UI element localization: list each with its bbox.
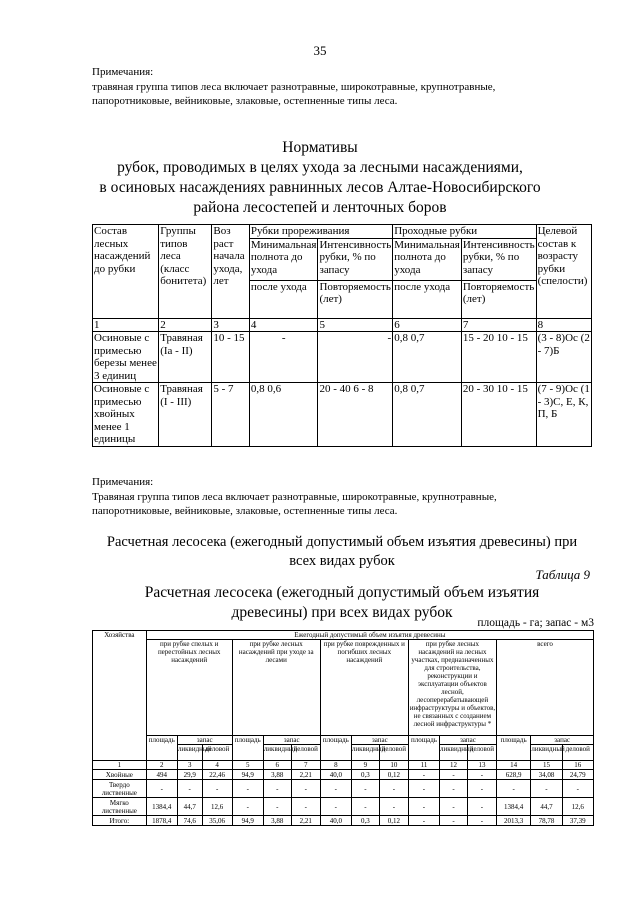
header-cell: площадь [496, 736, 530, 761]
table-cell: 24,79 [562, 770, 593, 780]
header-cell: площадь [146, 736, 177, 761]
table-row [93, 798, 594, 816]
table-cell: 94,9 [232, 770, 263, 780]
row-label: Хвойные [93, 770, 147, 780]
header-cell: запас [440, 736, 497, 745]
table-cell: 15 - 20 10 - 15 [461, 332, 536, 383]
header-cell: после ухода [249, 280, 318, 318]
notes-label: Примечания: [92, 476, 154, 488]
table-cell: 1878,4 [146, 816, 177, 826]
table-cell: 3,88 [263, 816, 291, 826]
column-number: 15 [531, 761, 562, 770]
table-cell: - [320, 798, 351, 816]
table-cell: 0,12 [379, 770, 408, 780]
table-cell: 44,7 [531, 798, 562, 816]
header-cell: деловой [291, 745, 320, 761]
table-cell: - [562, 780, 593, 798]
table-cell: 37,39 [562, 816, 593, 826]
header-cell: Интенсивность рубки, % по запасу [461, 238, 536, 280]
column-number-row [93, 761, 594, 770]
table-cell: - [291, 798, 320, 816]
header-cell: запас [177, 736, 232, 745]
table-cell: - [291, 780, 320, 798]
table-cell: 0,3 [351, 770, 379, 780]
header-cell: площадь [408, 736, 439, 761]
column-number: 7 [461, 318, 536, 332]
table-cell: 5 - 7 [212, 383, 249, 447]
row-label: Итого: [93, 816, 147, 826]
cutting-heading [92, 533, 592, 571]
header-cell: ликвидный [351, 745, 379, 761]
table-cell: 22,46 [202, 770, 232, 780]
table-cell: - [202, 780, 232, 798]
table-cell: - [408, 798, 439, 816]
column-number: 8 [320, 761, 351, 770]
column-number: 3 [212, 318, 249, 332]
header-cell: Хозяйства [93, 631, 147, 761]
table-row [93, 780, 594, 798]
table-cell: 74,6 [177, 816, 202, 826]
table-cell: - [408, 770, 439, 780]
table-cell: - [467, 770, 496, 780]
column-number: 8 [536, 318, 591, 332]
header-cell: ликвидный [440, 745, 468, 761]
table-cell: - [408, 780, 439, 798]
table-cell: - [440, 780, 468, 798]
table-cell: - [379, 780, 408, 798]
column-number: 6 [263, 761, 291, 770]
column-number: 2 [146, 761, 177, 770]
header-cell: деловой [467, 745, 496, 761]
table-cell: 1384,4 [146, 798, 177, 816]
header-cell: запас [351, 736, 408, 745]
table-cell: 12,6 [202, 798, 232, 816]
header-cell: запас [263, 736, 320, 745]
table-cell: - [232, 780, 263, 798]
header-cell: Целевой состав к возрасту рубки (спелости) [536, 225, 591, 319]
header-cell: ликвидный [263, 745, 291, 761]
column-number: 6 [393, 318, 462, 332]
header-cell: всего [496, 640, 593, 736]
notes-label: Примечания: [92, 66, 154, 78]
row-label: Мягко лиственные [93, 798, 147, 816]
table-cell: - [467, 780, 496, 798]
table-cell: (3 - 8)Ос (2 - 7)Б [536, 332, 591, 383]
header-cell: Повторяемость (лет) [461, 280, 536, 318]
table-cell: - [146, 780, 177, 798]
column-number: 3 [177, 761, 202, 770]
notes-line: травяная группа типов леса включает разнотравные, широкотравные, крупнотравные, [92, 81, 496, 93]
column-number: 5 [318, 318, 393, 332]
table-cell: 94,9 [232, 816, 263, 826]
table-cell: 35,06 [202, 816, 232, 826]
table-row [93, 332, 592, 383]
table-cell: - [177, 780, 202, 798]
table-cell: - [320, 780, 351, 798]
notes-line: Травяная группа типов леса включает разнотравные, широкотравные, крупнотравные, [92, 491, 497, 503]
table-cell: - [318, 332, 393, 383]
table-row [93, 383, 592, 447]
table-cell: - [440, 816, 468, 826]
table-row [93, 816, 594, 826]
table-cell: 40,0 [320, 816, 351, 826]
column-number: 12 [440, 761, 468, 770]
table-cell: 10 - 15 [212, 332, 249, 383]
table-cell: Травяная (Ia - II) [159, 332, 212, 383]
table-cell: 29,9 [177, 770, 202, 780]
table-cell: - [351, 780, 379, 798]
table-cell: - [467, 798, 496, 816]
table-cell: 0,8 0,7 [393, 332, 462, 383]
table-cell: 20 - 30 10 - 15 [461, 383, 536, 447]
notes-line: папоротниковые, вейниковые, злаковые, остепненные типы леса. [92, 95, 398, 107]
notes-text [92, 80, 590, 108]
heading-line: всех видах рубок [289, 553, 395, 569]
column-number: 10 [379, 761, 408, 770]
table-cell: 12,6 [562, 798, 593, 816]
header-cell: площадь [320, 736, 351, 761]
header-cell: Минимальная полнота до ухода [393, 238, 462, 280]
table-cell: - [440, 798, 468, 816]
table-cell: 0,8 0,6 [249, 383, 318, 447]
row-label: Твердо лиственные [93, 780, 147, 798]
table-cell: - [467, 816, 496, 826]
header-cell: Интенсивность рубки, % по запасу [318, 238, 393, 280]
table-cell: 20 - 40 6 - 8 [318, 383, 393, 447]
table-cell: Осиновые с примесью хвойных менее 1 единицы [93, 383, 159, 447]
header-cell: при рубке поврежденных и погибших лесных насаждений [320, 640, 408, 736]
header-cell: после ухода [393, 280, 462, 318]
header-cell: площадь [232, 736, 263, 761]
heading-line: в осиновых насаждениях равнинных лесов Алтае-Новосибирского [99, 179, 541, 196]
table-cell: 0,12 [379, 816, 408, 826]
header-cell: ликвидный [177, 745, 202, 761]
table-cell: 2013,3 [496, 816, 530, 826]
header-cell: при рубке спелых и перестойных лесных насаждений [146, 640, 232, 736]
table-cell: 44,7 [177, 798, 202, 816]
column-number: 2 [159, 318, 212, 332]
column-number: 14 [496, 761, 530, 770]
table-cell: 628,9 [496, 770, 530, 780]
header-cell: Ежегодный допустимый объем изъятия древесины [146, 631, 593, 640]
table-cell: 0,8 0,7 [393, 383, 462, 447]
header-cell: Группы типов леса (класс бонитета) [159, 225, 212, 319]
table-cell: - [351, 798, 379, 816]
table-cell: - [263, 798, 291, 816]
table-cell: - [263, 780, 291, 798]
table-cell: - [440, 770, 468, 780]
table-cell: Осиновые с примесью березы менее 3 единиц [94, 332, 157, 382]
header-cell: запас [531, 736, 594, 745]
column-number: 4 [249, 318, 318, 332]
column-number: 7 [291, 761, 320, 770]
notes-text [92, 490, 590, 518]
column-number: 1 [93, 318, 159, 332]
table-cell: 1384,4 [496, 798, 530, 816]
column-number: 13 [467, 761, 496, 770]
header-cell: деловой [562, 745, 593, 761]
column-number: 16 [562, 761, 593, 770]
table-cell: 3,88 [263, 770, 291, 780]
notes-line: папоротниковые, вейниковые, злаковые, остепненные типы леса. [92, 505, 398, 517]
heading-line: Расчетная лесосека (ежегодный допустимый объем изъятия [144, 584, 540, 601]
heading-line: рубок, проводимых в целях ухода за лесными насаждениями, [117, 159, 523, 176]
header-cell: Воз раст начала ухода, лет [212, 225, 249, 319]
table-cell: Травяная (I - III) [159, 383, 212, 447]
table-cell: (7 - 9)Ос (1 - 3)С, Е, К, П, Б [536, 383, 591, 447]
table-cell: 40,0 [320, 770, 351, 780]
heading-line: Расчетная лесосека (ежегодный допустимый объем изъятия древесины) при [106, 534, 578, 550]
heading-line: района лесостепей и ленточных боров [193, 199, 447, 216]
header-cell: при рубке лесных насаждений на лесных участках, предназначенных для строительства, реконструкции и эксплуатации объектов лесной, лесоперерабатывающей инфраструктуры и объектов, не связанных с созданием лесной инфраструктуры * [408, 640, 496, 736]
column-number: 11 [408, 761, 439, 770]
table-cell: 2,21 [291, 816, 320, 826]
table-cell: 494 [146, 770, 177, 780]
heading-line: древесины) при всех видах рубок [231, 604, 453, 621]
units-note: площадь - га; запас - м3 [477, 617, 594, 629]
table-cell: - [496, 780, 530, 798]
header-cell: при рубке лесных насаждений при уходе за лесами [232, 640, 320, 736]
column-number: 1 [93, 761, 147, 770]
table-cell: 34,08 [531, 770, 562, 780]
table-cell: - [379, 798, 408, 816]
header-cell: деловой [202, 745, 232, 761]
table-label: Таблица 9 [535, 567, 590, 582]
header-cell: Минимальная полнота до ухода [249, 238, 318, 280]
allowable-cut-table [92, 630, 594, 826]
table-row [93, 770, 594, 780]
header-cell: Повторяемость (лет) [318, 280, 393, 318]
table-cell: 78,78 [531, 816, 562, 826]
norms-heading [90, 138, 550, 218]
header-cell: ликвидный [531, 745, 562, 761]
table-cell: - [249, 332, 318, 383]
table-cell: 2,21 [291, 770, 320, 780]
norms-table [92, 224, 592, 447]
column-number: 5 [232, 761, 263, 770]
header-cell: Проходные рубки [393, 225, 536, 239]
table-cell: - [408, 816, 439, 826]
column-number: 9 [351, 761, 379, 770]
page-number: 35 [313, 43, 327, 58]
header-cell: Рубки прореживания [249, 225, 392, 239]
column-number: 4 [202, 761, 232, 770]
table-cell: - [531, 780, 562, 798]
table-cell: - [232, 798, 263, 816]
heading-line: Нормативы [282, 139, 358, 156]
header-cell: деловой [379, 745, 408, 761]
table-cell: 0,3 [351, 816, 379, 826]
header-cell: Состав лесных насаждений до рубки [93, 225, 159, 319]
